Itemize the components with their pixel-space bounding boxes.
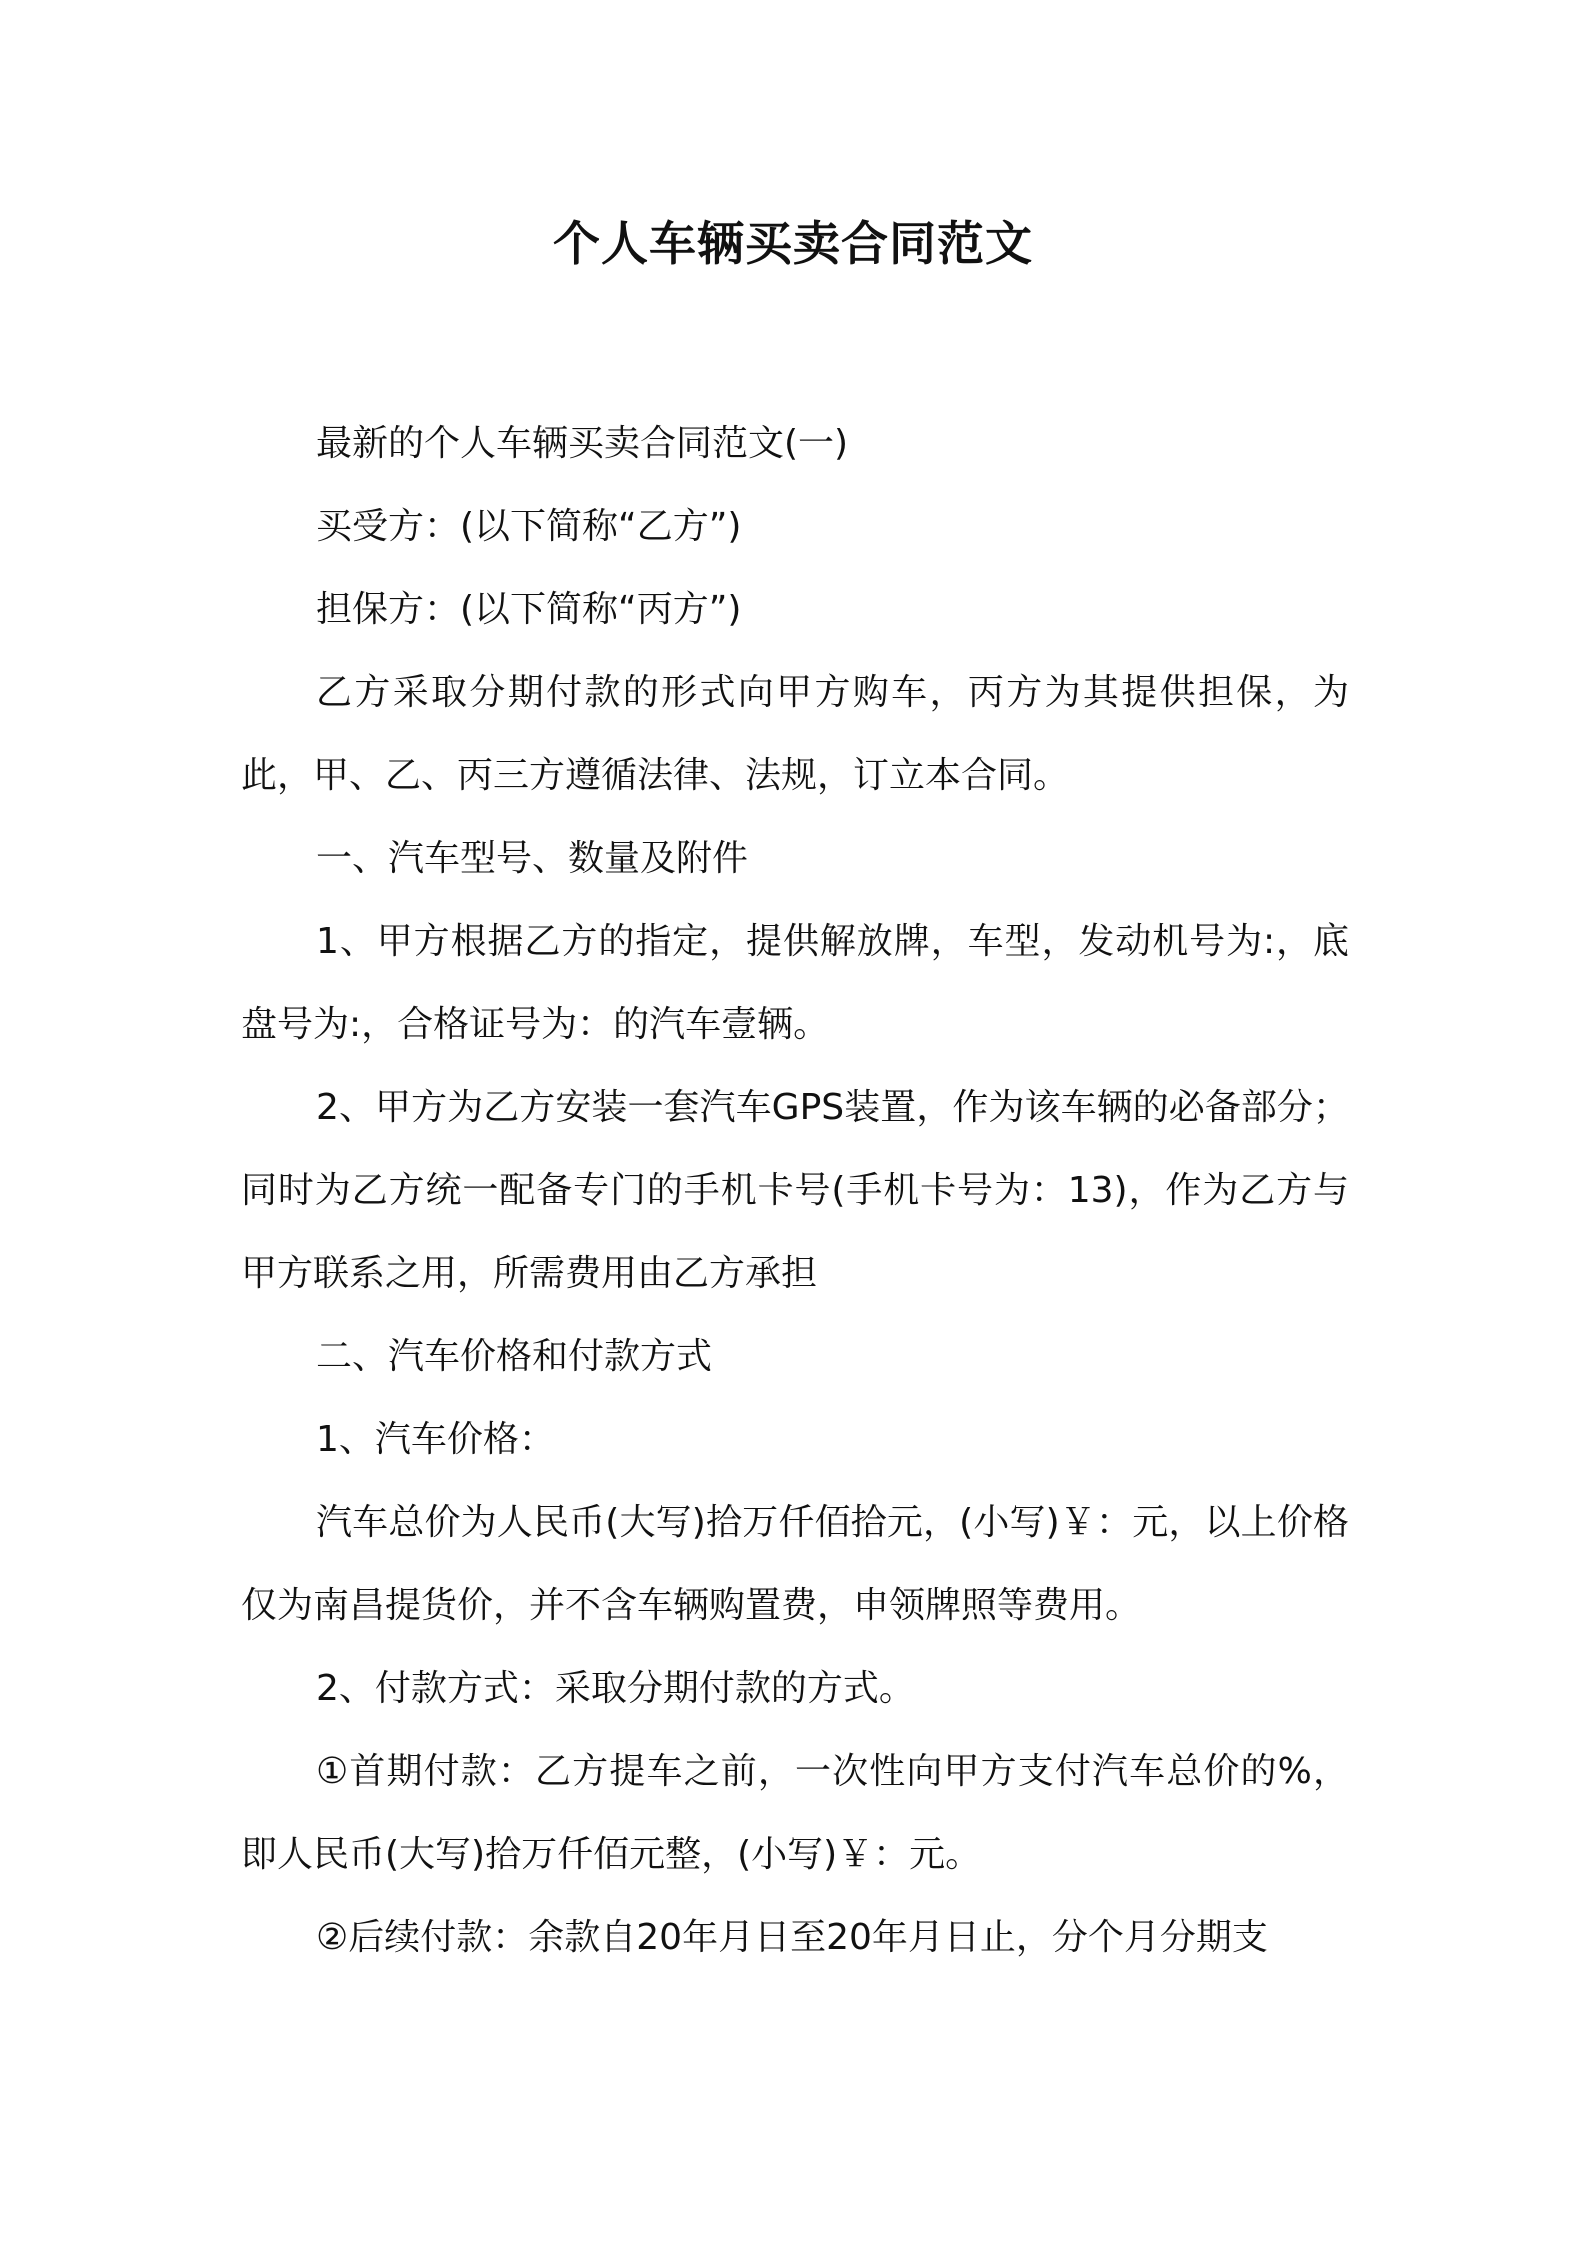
paragraph-price: 汽车总价为人民币(大写)拾万仟佰拾元，(小写)￥：元，以上价格仅为南昌提货价，并不含车辆购置费，申领牌照等费用。 — [241, 1502, 1349, 1626]
paragraph-preamble: 乙方采取分期付款的形式向甲方购车，丙方为其提供担保，为此，甲、乙、丙三方遵循法律、法规，订立本合同。 — [241, 672, 1349, 796]
document-body — [241, 402, 1349, 1979]
paragraph-clause-2-2: 2、付款方式：采取分期付款的方式。 — [316, 1668, 915, 1709]
paragraph-clause-1-2: 2、甲方为乙方安装一套汽车GPS装置，作为该车辆的必备部分；同时为乙方统一配备专门的手机卡号(手机卡号为：13)，作为乙方与甲方联系之用，所需费用由乙方承担 — [241, 1087, 1349, 1294]
document-title: 个人车辆买卖合同范文 — [553, 217, 1033, 272]
paragraph-buyer: 买受方：(以下简称“乙方”) — [316, 506, 742, 547]
section-heading-2: 二、汽车价格和付款方式 — [316, 1336, 713, 1377]
paragraph-later-payment: ②后续付款：余款自20年月日至20年月日止，分个月分期支 — [316, 1917, 1268, 1958]
section-heading-1: 一、汽车型号、数量及附件 — [316, 838, 749, 879]
paragraph-first-payment: ①首期付款：乙方提车之前，一次性向甲方支付汽车总价的%，即人民币(大写)拾万仟佰元整，(小写)￥：元。 — [241, 1751, 1349, 1875]
paragraph-clause-1-1: 1、甲方根据乙方的指定，提供解放牌，车型，发动机号为:，底盘号为:，合格证号为：的汽车壹辆。 — [241, 921, 1349, 1045]
paragraph-clause-2-1: 1、汽车价格： — [316, 1419, 555, 1460]
paragraph-guarantor: 担保方：(以下简称“丙方”) — [316, 589, 742, 630]
paragraph-subtitle: 最新的个人车辆买卖合同范文(一) — [316, 423, 849, 464]
